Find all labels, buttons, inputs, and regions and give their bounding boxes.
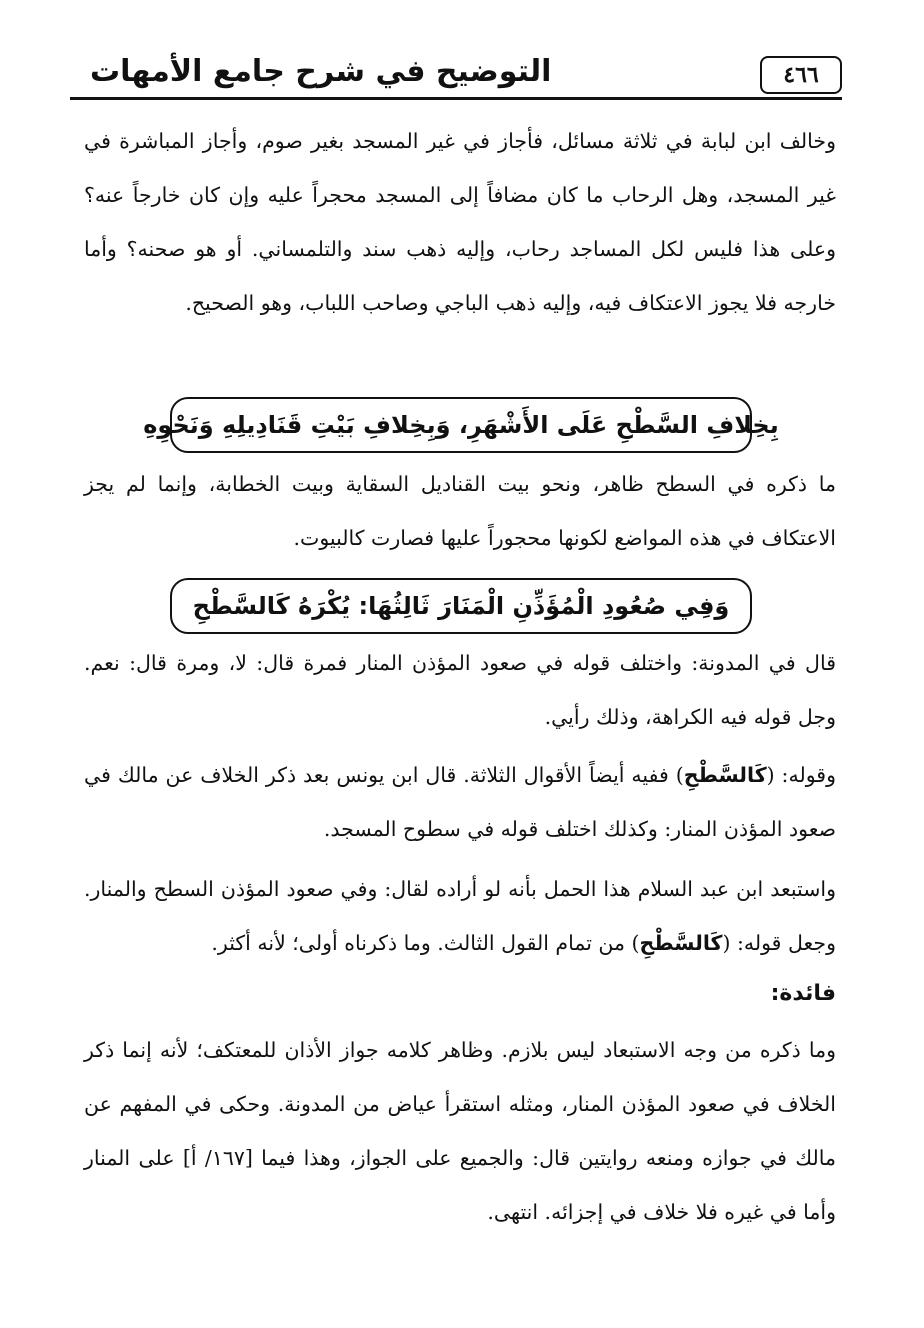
page-number-box [760, 56, 842, 94]
paragraph-3: قال في المدونة: واختلف قوله في صعود المؤذن المنار فمرة قال: لا، ومرة قال: نعم. وجل قوله فيه الكراهة، وذلك رأيي. [84, 651, 836, 729]
paragraph-6: وما ذكره من وجه الاستبعاد ليس بلازم. وظاهر كلامه جواز الأذان للمعتكف؛ لأنه إنما ذكر الخلاف في صعود المؤذن المنار، ومثله استقرأ عياض من المدونة. وحكى في المفهم عن مالك في جوازه ومنعه روايتين قال: والجميع على الجواز، وهذا فيما [١٦٧/ أ] على المنار وأما في غيره فلا خلاف في إجزائه. انتهى. [84, 1038, 836, 1224]
matn-quote-1: كَالسَّطْحِ [683, 763, 767, 787]
paragraph-4 [84, 748, 836, 856]
paragraph-2: ما ذكره في السطح ظاهر، ونحو بيت القناديل السقاية وبيت الخطابة، وإنما لم يجز الاعتكاف في هذه المواضع لكونها محجوراً عليها فصارت كالبيوت. [84, 472, 836, 550]
matn-quote-2: كَالسَّطْحِ [639, 931, 723, 955]
matn-box-2 [170, 578, 752, 634]
faida-heading: فائدة: [770, 981, 836, 1006]
page-number: ٤٦٦ [783, 62, 819, 88]
paragraph-1: وخالف ابن لبابة في ثلاثة مسائل، فأجاز في غير المسجد بغير صوم، وأجاز المباشرة في غير المسجد، وهل الرحاب ما كان مضافاً إلى المسجد محجراً عليه وإن كان خارجاً عنه؟ وعلى هذا فليس لكل المساجد رحاب، وإليه ذهب سند والتلمساني. أو هو صحنه؟ وأما خارجه فلا يجوز الاعتكاف فيه، وإليه ذهب الباجي وصاحب اللباب، وهو الصحيح. [84, 129, 836, 315]
matn-text-1: بِخِلافِ السَّطْحِ عَلَى الأَشْهَرِ، وَبِخِلافِ بَيْتِ قَنَادِيلِهِ وَنَحْوِهِ [143, 411, 779, 439]
matn-box-1 [143, 397, 779, 453]
paragraph-5 [84, 862, 836, 970]
paragraph-5-before: واستبعد ابن عبد السلام هذا الحمل بأنه لو أراده لقال: وفي صعود المؤذن السطح والمنار. وجعل قوله: ( [84, 877, 836, 955]
header-rule [70, 97, 842, 100]
page-header [70, 54, 842, 100]
matn-text-2: وَفِي صُعُودِ الْمُؤَذِّنِ الْمَنَارَ ثَالِثُهَا: يُكْرَهُ كَالسَّطْحِ [192, 592, 730, 620]
book-title: التوضيح في شرح جامع الأمهات [90, 54, 552, 89]
paragraph-4-before: وقوله: ( [766, 763, 836, 787]
paragraph-4-after: ) ففيه أيضاً الأقوال الثلاثة. قال ابن يونس بعد ذكر الخلاف عن مالك في صعود المؤذن المنار: وكذلك اختلف قوله في سطوح المسجد. [84, 763, 836, 841]
paragraph-5-after: ) من تمام القول الثالث. وما ذكرناه أولى؛ لأنه أكثر. [211, 931, 640, 955]
